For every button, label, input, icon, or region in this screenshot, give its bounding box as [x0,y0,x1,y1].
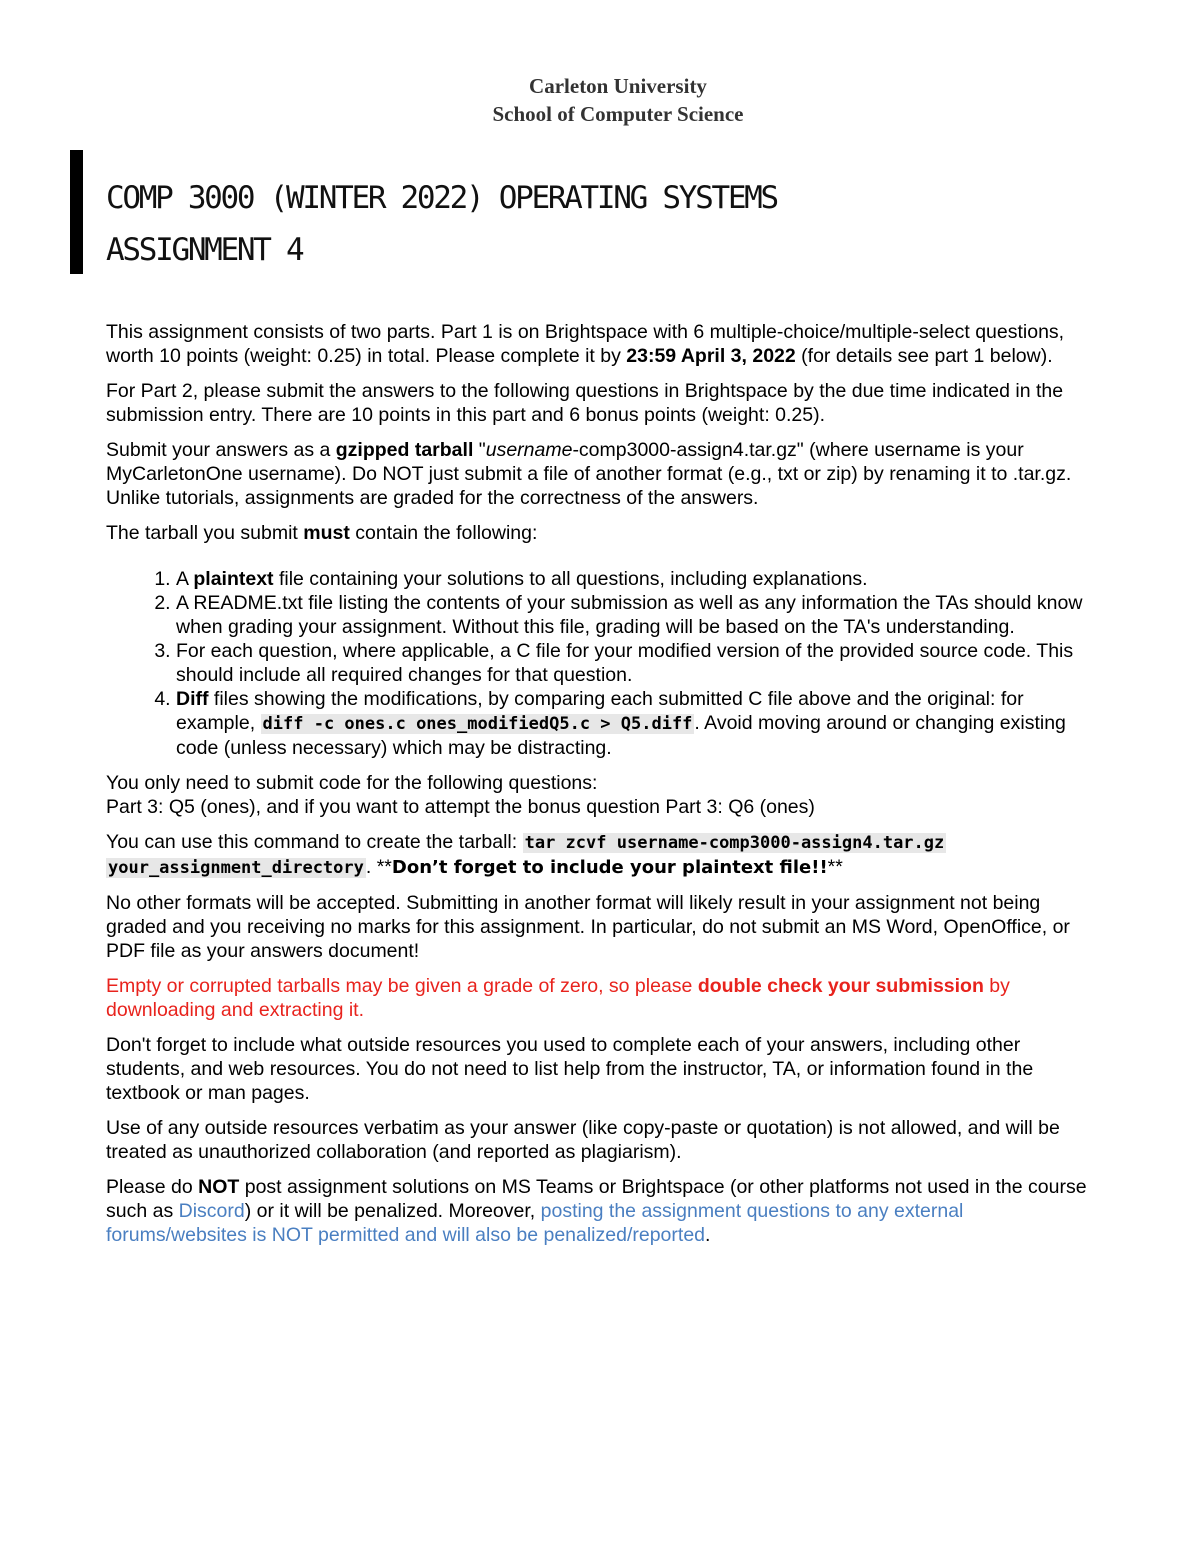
discord-link[interactable]: Discord [178,1200,245,1222]
intro-paragraph-4: The tarball you submit must contain the following: [106,522,538,544]
requirements-list [106,567,1096,760]
title-line-2: ASSIGNMENT 4 [106,232,303,268]
deadline: 23:59 April 3, 2022 [626,345,796,367]
title-line-1: COMP 3000 (WINTER 2022) OPERATING SYSTEMS [106,180,777,216]
posting-policy-link[interactable]: posting the assignment questions to any external forums/websites is NOT permitted and will also be penalized/reported [106,1200,964,1246]
intro-paragraph-2: For Part 2, please submit the answers to the following questions in Brightspace by the due time indicated in the submission entry. There are 10 points in this part and 6 bonus points (weight: 0.25). [106,380,1064,426]
verbatim-paragraph: Use of any outside resources verbatim as your answer (like copy-paste or quotation) is not allowed, and will be treated as unauthorized collaboration (and reported as plagiarism). [106,1117,1060,1163]
university-name: Carleton University [529,74,707,98]
school-name: School of Computer Science [492,102,744,126]
formats-paragraph: No other formats will be accepted. Submitting in another format will likely result in your assignment not being graded and you receiving no marks for this assignment. In particular, do not submit an MS Word, OpenOffice, or PDF file as your answers document! [106,892,1070,962]
list-item: 4. Diff files showing the modifications, by comparing each submitted C file above and the original: for example, diff -c ones.c ones_modifiedQ5.c > Q5.diff . Avoid moving around or changing existing code (unless necessary) which may be distracting. [176,687,1096,760]
list-item: 3. For each question, where applicable, a C file for your modified version of the provided source code. This should include all required changes for that question. [176,639,1096,687]
document-body [106,320,1096,1258]
diff-command: diff -c ones.c ones_modifiedQ5.c > Q5.diff [262,714,693,734]
list-item: 2. A README.txt file listing the contents of your submission as well as any information the TAs should know when grading your assignment. Without this file, grading will be based on the TA's understanding. [176,591,1096,639]
title-accent-bar [70,150,83,274]
intro-paragraph-1: This assignment consists of two parts. Part 1 is on Brightspace with 6 multiple-choice/multiple-select questions, worth 10 points (weight: 0.25) in total. Please complete it by 23:59 April 3, 2022 (for details see part 1 below). [106,321,1065,367]
resources-paragraph: Don't forget to include what outside resources you used to complete each of your answers, including other students, and web resources. You do not need to list help from the instructor, TA, or information found in the textbook or man pages. [106,1034,1034,1104]
tar-command-directory: your_assignment_directory [108,858,364,878]
institution-header [0,72,1200,128]
tarball-command-paragraph: You can use this command to create the tarball: tar zcvf username-comp3000-assign4.tar.gz your_assignment_directory . **Don’t forget to include your plaintext file!!** [106,831,945,878]
list-item: 1. A plaintext file containing your solutions to all questions, including explanations. [176,567,1096,591]
warning-paragraph: Empty or corrupted tarballs may be given a grade of zero, so please double check your submission by downloading and extracting it. [106,975,1010,1021]
intro-paragraph-3: Submit your answers as a gzipped tarball "username-comp3000-assign4.tar.gz" (where username is your MyCarletonOne username). Do NOT just submit a file of another format (e.g., txt or zip) by renaming it to .tar.gz. Unlike tutorials, assignments are graded for the correctness of the answers. [106,439,1072,509]
code-submission-note: You only need to submit code for the following questions: Part 3: Q5 (ones), and if you want to attempt the bonus question Part 3: Q6 (ones) [106,772,815,818]
tar-command: tar zcvf username-comp3000-assign4.tar.gz [524,833,945,853]
page-title [106,172,1106,276]
posting-policy-paragraph: Please do NOT post assignment solutions on MS Teams or Brightspace (or other platforms not used in the course such as Discord) or it will be penalized. Moreover, posting the assignment questions to any external forums/websites is NOT permitted and will also be penalized/reported. [106,1176,1087,1246]
